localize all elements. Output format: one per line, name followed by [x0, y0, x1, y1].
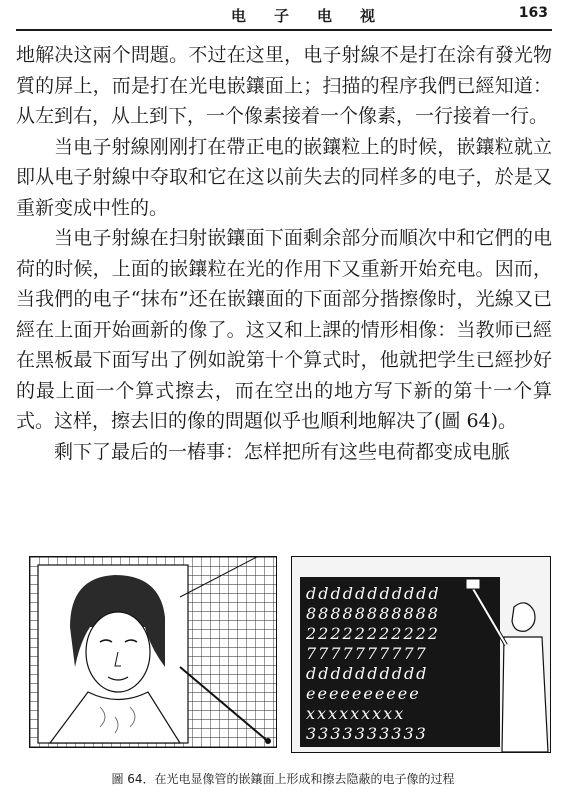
board-formula-row: ddddddddddd — [306, 584, 441, 603]
board-formula-row: dddddddddd — [306, 664, 429, 683]
board-formula-row: 22222222222 — [306, 624, 440, 643]
blackboard-illustration — [292, 557, 550, 752]
paragraph: 地解决这兩个問題。不过在这里，电子射線不是打在涂有發光物質的屏上，而是打在光电嵌鑲面上；扫描的程序我們已經知道：从左到右，从上到下，一个像素接着一个像素，一行接着一行。 — [16, 44, 552, 127]
figure-blackboard — [291, 556, 551, 753]
running-header — [16, 3, 552, 29]
board-formula-row: eeeeeeeeee — [306, 684, 421, 703]
board-formula-row: 7777777777 — [306, 644, 428, 663]
paragraph: 剩下了最后的一樁事：怎样把所有这些电荷都变成电脈 — [54, 440, 511, 463]
page-number: 163 — [518, 5, 548, 21]
board-formula-row: 3333333333 — [306, 724, 428, 743]
header-rule — [16, 29, 552, 31]
body-text — [16, 40, 552, 467]
paragraph: 当电子射線在扫射嵌鑲面下面剩余部分而順次中和它們的电荷的时候，上面的嵌鑲粒在光的作用下又重新开始充电。因而，当我們的电子“抹布”还在嵌鑲面的下面部分揩擦像时，光線又已經在上面开始画新的像了。这又和上課的情形相像：当教师已經在黑板最下面写出了例如說第十个算式时，他就把学生已經抄好的最上面一个算式擦去，而在空出的地方写下新的第十一个算式。这样，擦去旧的像的問題似乎也順利地解决了(圖 64)。 — [16, 227, 552, 432]
paragraph: 当电子射線刚刚打在帶正电的嵌鑲粒上的时候，嵌鑲粒就立即从电子射線中夺取和它在这以前失去的同样多的电子，於是又重新变成中性的。 — [16, 135, 552, 219]
mosaic-portrait-illustration — [30, 557, 276, 747]
board-formula-row: 88888888888 — [306, 604, 440, 623]
running-title: 电子电视 — [231, 7, 404, 25]
board-formula-row: xxxxxxxxx — [306, 704, 406, 723]
figure-caption: 圖 64．在光电显像管的嵌鑲面上形成和擦去隐蔽的电子像的过程 — [111, 772, 455, 786]
figure-mosaic-portrait — [29, 556, 277, 748]
